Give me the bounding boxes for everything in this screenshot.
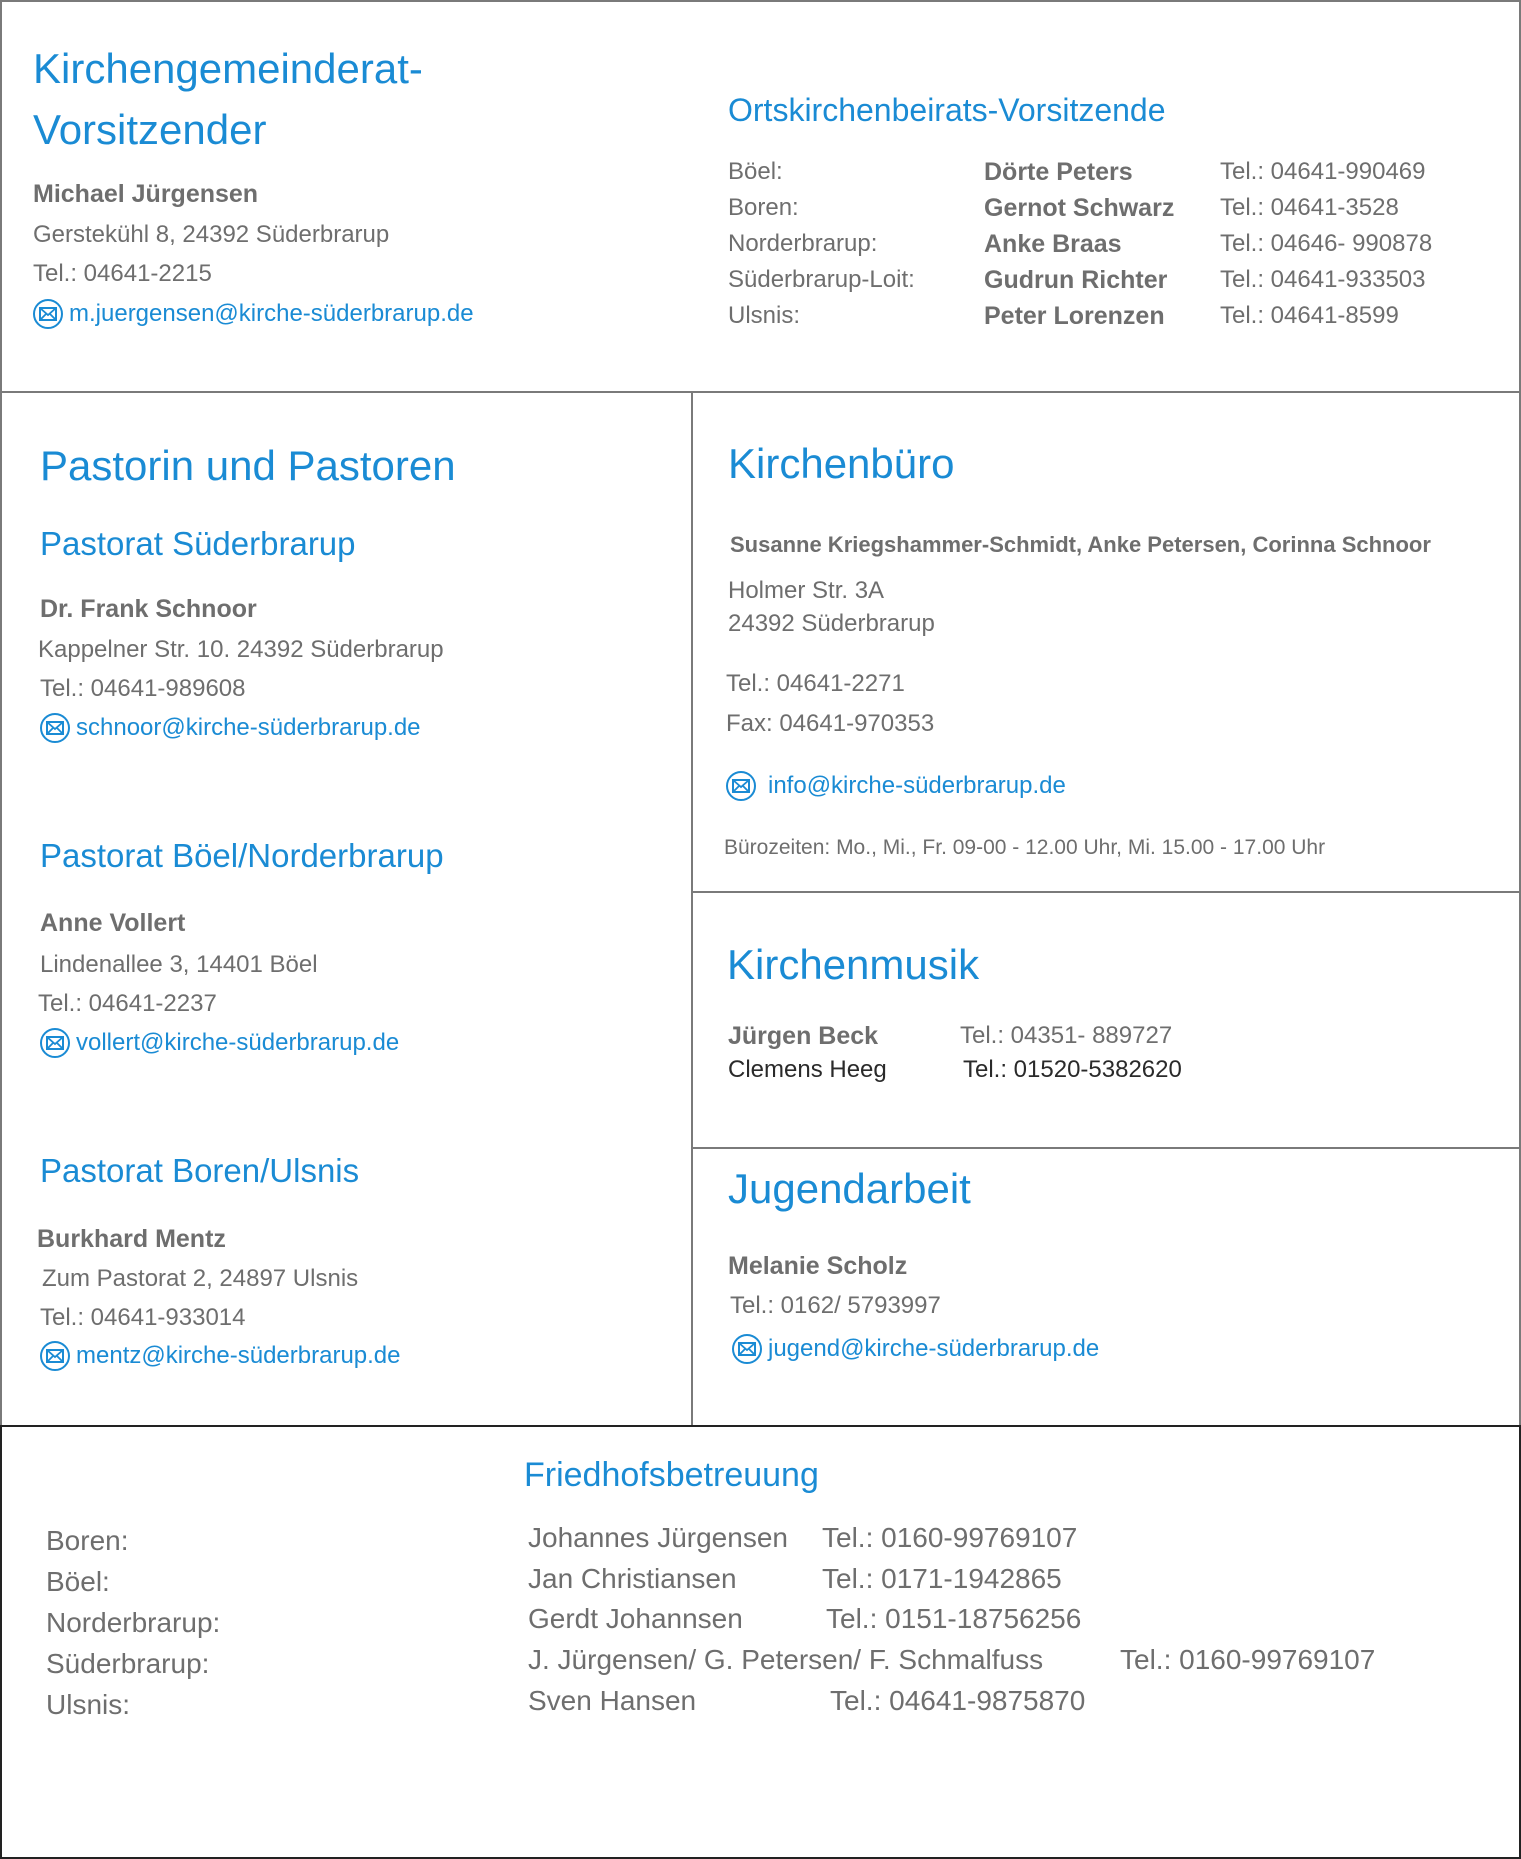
pastor-name: Dr. Frank Schnoor bbox=[40, 595, 257, 623]
okb-phone: Tel.: 04646- 990878 bbox=[1220, 230, 1433, 257]
okb-place: Norderbrarup: bbox=[728, 230, 878, 257]
okb-title: Ortskirchenbeirats-Vorsitzende bbox=[728, 92, 1166, 128]
kgr-name: Michael Jürgensen bbox=[33, 180, 259, 208]
friedhof-title: Friedhofsbetreuung bbox=[524, 1456, 819, 1494]
pastor-email-link[interactable] bbox=[40, 713, 421, 743]
buero-email: info@kirche-süderbrarup.de bbox=[768, 772, 1066, 799]
musik-phone: Tel.: 01520-5382620 bbox=[963, 1056, 1182, 1083]
pastor-email: vollert@kirche-süderbrarup.de bbox=[76, 1029, 400, 1056]
pastor-phone: Tel.: 04641-933014 bbox=[40, 1304, 246, 1331]
kgr-phone: Tel.: 04641-2215 bbox=[33, 260, 212, 287]
pastor-email-link[interactable] bbox=[40, 1341, 401, 1371]
friedhof-phone: Tel.: 0160-99769107 bbox=[822, 1522, 1078, 1553]
kgr-email: m.juergensen@kirche-süderbrarup.de bbox=[69, 300, 474, 327]
mail-icon bbox=[732, 1334, 762, 1364]
pastor-email-link[interactable] bbox=[40, 1028, 399, 1058]
kgr-title-line2: Vorsitzender bbox=[33, 106, 267, 153]
okb-row bbox=[728, 298, 1432, 334]
pastoren-title: Pastorin und Pastoren bbox=[40, 442, 456, 489]
friedhof-person: Johannes Jürgensen bbox=[528, 1522, 788, 1553]
okb-row bbox=[728, 154, 1432, 190]
friedhof-person: Gerdt Johannsen bbox=[528, 1603, 743, 1634]
friedhof-phone: Tel.: 04641-9875870 bbox=[830, 1685, 1086, 1716]
kgr-title-line1: Kirchengemeinderat- bbox=[33, 45, 423, 92]
mail-icon bbox=[40, 1341, 70, 1371]
friedhof-place: Süderbrarup: bbox=[46, 1648, 210, 1679]
jugend-email: jugend@kirche-süderbrarup.de bbox=[768, 1335, 1100, 1362]
pastorat-title: Pastorat Böel/Norderbrarup bbox=[40, 837, 444, 874]
okb-table bbox=[728, 154, 1432, 334]
friedhof-place: Ulsnis: bbox=[46, 1689, 131, 1720]
pastorat-title: Pastorat Boren/Ulsnis bbox=[40, 1152, 360, 1189]
pastor-email: schnoor@kirche-süderbrarup.de bbox=[76, 714, 421, 741]
friedhof-place: Norderbrarup: bbox=[46, 1607, 221, 1638]
buero-email-link[interactable] bbox=[726, 771, 1066, 801]
friedhof-person: J. Jürgensen/ G. Petersen/ F. Schmalfuss bbox=[528, 1644, 1044, 1675]
okb-phone: Tel.: 04641-3528 bbox=[1220, 194, 1399, 221]
friedhof-places bbox=[46, 1525, 220, 1730]
okb-person: Anke Braas bbox=[984, 229, 1122, 258]
okb-place: Böel: bbox=[728, 158, 783, 185]
pastor-address: Lindenallee 3, 14401 Böel bbox=[40, 951, 318, 978]
okb-place: Ulsnis: bbox=[728, 302, 801, 329]
buero-fax: Fax: 04641-970353 bbox=[726, 710, 935, 737]
friedhof-person: Jan Christiansen bbox=[528, 1563, 737, 1594]
jugend-name: Melanie Scholz bbox=[728, 1252, 908, 1280]
buero-phone: Tel.: 04641-2271 bbox=[726, 670, 905, 697]
buero-city: 24392 Süderbrarup bbox=[728, 610, 935, 637]
jugend-title: Jugendarbeit bbox=[728, 1165, 971, 1212]
okb-place: Süderbrarup-Loit: bbox=[728, 266, 915, 293]
pastor-address: Kappelner Str. 10. 24392 Süderbrarup bbox=[38, 636, 444, 663]
okb-person: Dörte Peters bbox=[984, 157, 1133, 186]
pastor-address: Zum Pastorat 2, 24897 Ulsnis bbox=[42, 1265, 359, 1292]
pastor-name: Burkhard Mentz bbox=[37, 1225, 226, 1253]
friedhof-phone: Tel.: 0160-99769107 bbox=[1120, 1644, 1376, 1675]
okb-phone: Tel.: 04641-933503 bbox=[1220, 266, 1426, 293]
friedhof-person: Sven Hansen bbox=[528, 1685, 697, 1716]
mail-icon bbox=[33, 299, 63, 329]
okb-place: Boren: bbox=[728, 194, 799, 221]
okb-phone: Tel.: 04641-990469 bbox=[1220, 158, 1426, 185]
pastorat-title: Pastorat Süderbrarup bbox=[40, 525, 356, 562]
pastor-name: Anne Vollert bbox=[40, 909, 186, 937]
pastor-phone: Tel.: 04641-989608 bbox=[40, 675, 246, 702]
friedhof-place: Boren: bbox=[46, 1525, 129, 1556]
okb-row bbox=[728, 262, 1432, 298]
mail-icon bbox=[40, 713, 70, 743]
buero-staff: Susanne Kriegshammer-Schmidt, Anke Petersen, Corinna Schnoor bbox=[730, 532, 1431, 557]
musik-box bbox=[691, 891, 1521, 1149]
friedhof-phone: Tel.: 0171-1942865 bbox=[822, 1563, 1062, 1594]
pastor-email: mentz@kirche-süderbrarup.de bbox=[76, 1342, 401, 1369]
buero-title: Kirchenbüro bbox=[728, 440, 955, 487]
okb-phone: Tel.: 04641-8599 bbox=[1220, 302, 1399, 329]
mail-icon bbox=[726, 771, 756, 801]
friedhof-place: Böel: bbox=[46, 1566, 110, 1597]
okb-person: Gudrun Richter bbox=[984, 265, 1168, 294]
friedhof-phone: Tel.: 0151-18756256 bbox=[826, 1603, 1082, 1634]
mail-icon bbox=[40, 1028, 70, 1058]
musik-person: Jürgen Beck bbox=[728, 1022, 879, 1050]
okb-person: Peter Lorenzen bbox=[984, 301, 1165, 330]
musik-person: Clemens Heeg bbox=[728, 1056, 887, 1083]
pastor-phone: Tel.: 04641-2237 bbox=[38, 990, 217, 1017]
jugend-email-link[interactable] bbox=[732, 1334, 1099, 1364]
jugend-phone: Tel.: 0162/ 5793997 bbox=[730, 1292, 941, 1319]
kgr-address: Gerstekühl 8, 24392 Süderbrarup bbox=[33, 221, 390, 248]
kgr-email-link[interactable] bbox=[33, 299, 474, 329]
buero-hours: Bürozeiten: Mo., Mi., Fr. 09-00 - 12.00 Uhr, Mi. 15.00 - 17.00 Uhr bbox=[724, 836, 1326, 859]
okb-row bbox=[728, 190, 1432, 226]
okb-person: Gernot Schwarz bbox=[984, 193, 1175, 222]
musik-title: Kirchenmusik bbox=[727, 941, 980, 988]
musik-phone: Tel.: 04351- 889727 bbox=[960, 1022, 1173, 1049]
okb-row bbox=[728, 226, 1432, 262]
buero-street: Holmer Str. 3A bbox=[728, 577, 885, 604]
